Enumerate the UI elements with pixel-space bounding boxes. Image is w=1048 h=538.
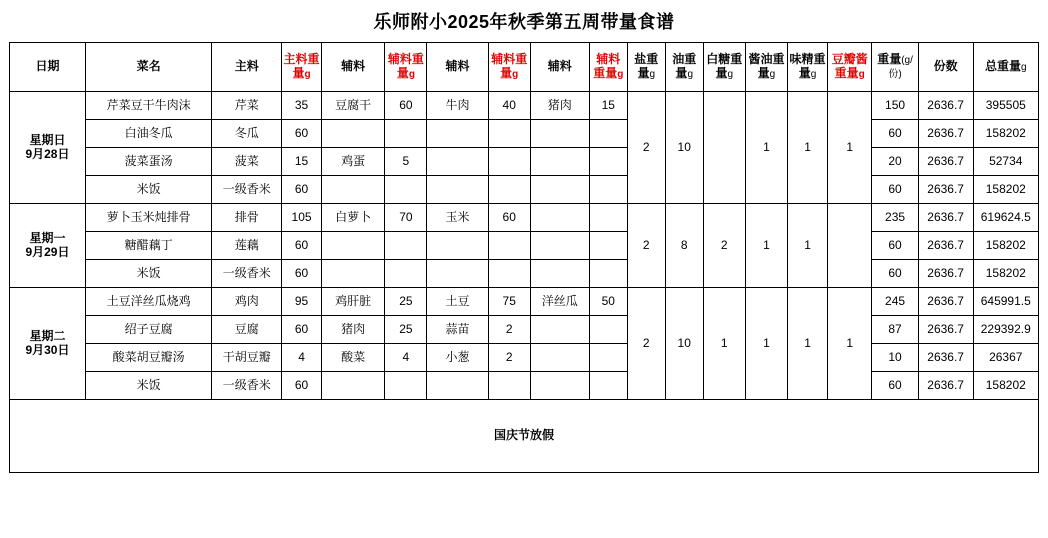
table-row xyxy=(10,232,1039,260)
col-aux1-weight: 辅料重量g xyxy=(385,43,427,92)
total-weight: 158202 xyxy=(973,176,1038,204)
msg-amount: 1 xyxy=(788,288,828,400)
aux1-ingredient: 酸菜 xyxy=(322,344,385,372)
col-sugar: 白糖重量g xyxy=(703,43,745,92)
main-weight: 4 xyxy=(282,344,322,372)
aux3-ingredient xyxy=(530,316,589,344)
aux1-ingredient xyxy=(322,176,385,204)
aux2-ingredient: 小葱 xyxy=(427,344,488,372)
aux2-weight: 2 xyxy=(488,344,530,372)
main-ingredient: 菠菜 xyxy=(212,148,282,176)
aux2-weight xyxy=(488,148,530,176)
aux3-ingredient xyxy=(530,260,589,288)
msg-amount: 1 xyxy=(788,92,828,204)
table-row xyxy=(10,260,1039,288)
table-body xyxy=(10,92,1039,473)
col-bean-paste: 豆瓣酱重量g xyxy=(828,43,872,92)
portion-weight: 150 xyxy=(872,92,918,120)
aux3-weight xyxy=(589,176,627,204)
aux3-ingredient xyxy=(530,120,589,148)
col-main-weight: 主料重量g xyxy=(282,43,322,92)
date-cell xyxy=(10,92,86,204)
salt-amount: 2 xyxy=(627,288,665,400)
aux2-ingredient: 蒜苗 xyxy=(427,316,488,344)
total-weight: 158202 xyxy=(973,120,1038,148)
dish-name: 白油冬瓜 xyxy=(85,120,212,148)
main-ingredient: 一级香米 xyxy=(212,260,282,288)
aux2-weight: 60 xyxy=(488,204,530,232)
sugar-amount xyxy=(703,92,745,204)
portion-count: 2636.7 xyxy=(918,120,973,148)
aux1-ingredient xyxy=(322,260,385,288)
portion-weight: 245 xyxy=(872,288,918,316)
aux1-ingredient: 鸡蛋 xyxy=(322,148,385,176)
sugar-amount: 2 xyxy=(703,204,745,288)
total-weight: 619624.5 xyxy=(973,204,1038,232)
aux2-weight xyxy=(488,260,530,288)
portion-weight: 87 xyxy=(872,316,918,344)
soy-amount: 1 xyxy=(745,92,787,204)
main-weight: 105 xyxy=(282,204,322,232)
aux3-ingredient xyxy=(530,372,589,400)
aux3-ingredient xyxy=(530,148,589,176)
col-soy: 酱油重量g xyxy=(745,43,787,92)
aux1-ingredient: 鸡肝脏 xyxy=(322,288,385,316)
date-weekday: 星期日 xyxy=(29,132,66,147)
dish-name: 米饭 xyxy=(85,260,212,288)
aux3-weight xyxy=(589,232,627,260)
table-row xyxy=(10,120,1039,148)
aux2-weight xyxy=(488,232,530,260)
aux3-ingredient xyxy=(530,344,589,372)
aux1-weight xyxy=(385,176,427,204)
aux1-weight: 25 xyxy=(385,316,427,344)
aux2-weight xyxy=(488,176,530,204)
main-ingredient: 豆腐 xyxy=(212,316,282,344)
aux1-ingredient: 豆腐干 xyxy=(322,92,385,120)
header-row xyxy=(10,43,1039,92)
aux2-ingredient xyxy=(427,232,488,260)
aux2-ingredient xyxy=(427,148,488,176)
portion-count: 2636.7 xyxy=(918,288,973,316)
salt-amount: 2 xyxy=(627,204,665,288)
table-row xyxy=(10,344,1039,372)
salt-amount: 2 xyxy=(627,92,665,204)
msg-amount: 1 xyxy=(788,204,828,288)
col-dish: 菜名 xyxy=(85,43,212,92)
main-ingredient: 冬瓜 xyxy=(212,120,282,148)
aux1-weight xyxy=(385,260,427,288)
dish-name: 米饭 xyxy=(85,176,212,204)
dish-name: 萝卜玉米炖排骨 xyxy=(85,204,212,232)
aux2-weight: 75 xyxy=(488,288,530,316)
aux3-ingredient: 洋丝瓜 xyxy=(530,288,589,316)
col-aux1: 辅料 xyxy=(322,43,385,92)
portion-weight: 10 xyxy=(872,344,918,372)
aux1-ingredient xyxy=(322,120,385,148)
soy-amount: 1 xyxy=(745,288,787,400)
portion-weight: 60 xyxy=(872,232,918,260)
portion-count: 2636.7 xyxy=(918,176,973,204)
col-aux2: 辅料 xyxy=(427,43,488,92)
dish-name: 菠菜蛋汤 xyxy=(85,148,212,176)
sugar-amount: 1 xyxy=(703,288,745,400)
main-ingredient: 排骨 xyxy=(212,204,282,232)
portion-weight: 60 xyxy=(872,260,918,288)
aux2-ingredient xyxy=(427,176,488,204)
aux2-weight: 40 xyxy=(488,92,530,120)
portion-count: 2636.7 xyxy=(918,204,973,232)
aux3-weight xyxy=(589,372,627,400)
col-aux2-weight: 辅料重量g xyxy=(488,43,530,92)
oil-amount: 8 xyxy=(665,204,703,288)
main-weight: 60 xyxy=(282,260,322,288)
aux1-weight: 5 xyxy=(385,148,427,176)
main-ingredient: 鸡肉 xyxy=(212,288,282,316)
date-cell xyxy=(10,204,86,288)
main-weight: 60 xyxy=(282,176,322,204)
portion-count: 2636.7 xyxy=(918,344,973,372)
date-day: 9月29日 xyxy=(25,244,70,259)
main-weight: 15 xyxy=(282,148,322,176)
aux1-ingredient: 白萝卜 xyxy=(322,204,385,232)
holiday-row xyxy=(10,400,1039,473)
col-salt: 盐重量g xyxy=(627,43,665,92)
aux1-weight xyxy=(385,120,427,148)
table-row xyxy=(10,316,1039,344)
total-weight: 645991.5 xyxy=(973,288,1038,316)
main-weight: 60 xyxy=(282,316,322,344)
dish-name: 米饭 xyxy=(85,372,212,400)
table-row xyxy=(10,372,1039,400)
soy-amount: 1 xyxy=(745,204,787,288)
aux2-ingredient xyxy=(427,120,488,148)
aux2-ingredient xyxy=(427,372,488,400)
col-date: 日期 xyxy=(10,43,86,92)
aux3-weight xyxy=(589,148,627,176)
page-title: 乐师附小2025年秋季第五周带量食谱 xyxy=(373,12,675,32)
col-portions: 份数 xyxy=(918,43,973,92)
aux2-weight xyxy=(488,372,530,400)
table-row xyxy=(10,204,1039,232)
main-weight: 60 xyxy=(282,232,322,260)
total-weight: 158202 xyxy=(973,260,1038,288)
portion-count: 2636.7 xyxy=(918,372,973,400)
aux3-ingredient xyxy=(530,176,589,204)
main-ingredient: 莲藕 xyxy=(212,232,282,260)
oil-amount: 10 xyxy=(665,92,703,204)
aux1-weight: 70 xyxy=(385,204,427,232)
aux3-weight: 15 xyxy=(589,92,627,120)
table-row xyxy=(10,92,1039,120)
main-weight: 35 xyxy=(282,92,322,120)
aux3-weight: 50 xyxy=(589,288,627,316)
holiday-note: 国庆节放假 xyxy=(10,400,1039,473)
bean-paste-amount: 1 xyxy=(828,92,872,204)
portion-count: 2636.7 xyxy=(918,260,973,288)
main-weight: 95 xyxy=(282,288,322,316)
table-header xyxy=(10,43,1039,92)
dish-name: 芹菜豆干牛肉沫 xyxy=(85,92,212,120)
aux3-weight xyxy=(589,316,627,344)
aux3-ingredient xyxy=(530,232,589,260)
total-weight: 52734 xyxy=(973,148,1038,176)
aux2-ingredient: 玉米 xyxy=(427,204,488,232)
portion-weight: 60 xyxy=(872,120,918,148)
aux2-ingredient: 土豆 xyxy=(427,288,488,316)
dish-name: 酸菜胡豆瓣汤 xyxy=(85,344,212,372)
portion-count: 2636.7 xyxy=(918,316,973,344)
aux2-ingredient: 牛肉 xyxy=(427,92,488,120)
portion-count: 2636.7 xyxy=(918,148,973,176)
total-weight: 229392.9 xyxy=(973,316,1038,344)
dish-name: 糖醋藕丁 xyxy=(85,232,212,260)
portion-weight: 60 xyxy=(872,372,918,400)
col-weight: 重量(g/份) xyxy=(872,43,918,92)
date-cell xyxy=(10,288,86,400)
aux3-ingredient: 猪肉 xyxy=(530,92,589,120)
bean-paste-amount xyxy=(828,204,872,288)
aux2-ingredient xyxy=(427,260,488,288)
date-day: 9月28日 xyxy=(25,146,70,161)
col-main: 主料 xyxy=(212,43,282,92)
aux3-weight xyxy=(589,344,627,372)
col-aux3-weight: 辅料重量g xyxy=(589,43,627,92)
aux1-weight: 4 xyxy=(385,344,427,372)
total-weight: 26367 xyxy=(973,344,1038,372)
date-day: 9月30日 xyxy=(25,342,70,357)
aux1-ingredient xyxy=(322,232,385,260)
aux2-weight: 2 xyxy=(488,316,530,344)
aux3-ingredient xyxy=(530,204,589,232)
date-weekday: 星期二 xyxy=(29,328,66,343)
col-msg: 味精重量g xyxy=(788,43,828,92)
main-ingredient: 一级香米 xyxy=(212,372,282,400)
aux3-weight xyxy=(589,260,627,288)
col-oil: 油重量g xyxy=(665,43,703,92)
total-weight: 395505 xyxy=(973,92,1038,120)
col-total: 总重量g xyxy=(973,43,1038,92)
aux1-ingredient: 猪肉 xyxy=(322,316,385,344)
aux3-weight xyxy=(589,120,627,148)
table-row xyxy=(10,288,1039,316)
table-row xyxy=(10,176,1039,204)
total-weight: 158202 xyxy=(973,372,1038,400)
date-weekday: 星期一 xyxy=(29,230,66,245)
portion-weight: 20 xyxy=(872,148,918,176)
aux1-weight xyxy=(385,232,427,260)
dish-name: 绍子豆腐 xyxy=(85,316,212,344)
main-ingredient: 干胡豆瓣 xyxy=(212,344,282,372)
total-weight: 158202 xyxy=(973,232,1038,260)
portion-weight: 60 xyxy=(872,176,918,204)
col-aux3: 辅料 xyxy=(530,43,589,92)
portion-count: 2636.7 xyxy=(918,232,973,260)
aux1-weight: 60 xyxy=(385,92,427,120)
main-weight: 60 xyxy=(282,120,322,148)
table-row xyxy=(10,148,1039,176)
aux1-weight: 25 xyxy=(385,288,427,316)
menu-table xyxy=(9,42,1039,473)
aux1-weight xyxy=(385,372,427,400)
portion-weight: 235 xyxy=(872,204,918,232)
main-ingredient: 一级香米 xyxy=(212,176,282,204)
aux2-weight xyxy=(488,120,530,148)
bean-paste-amount: 1 xyxy=(828,288,872,400)
main-weight: 60 xyxy=(282,372,322,400)
dish-name: 土豆洋丝瓜烧鸡 xyxy=(85,288,212,316)
oil-amount: 10 xyxy=(665,288,703,400)
portion-count: 2636.7 xyxy=(918,92,973,120)
main-ingredient: 芹菜 xyxy=(212,92,282,120)
aux3-weight xyxy=(589,204,627,232)
aux1-ingredient xyxy=(322,372,385,400)
